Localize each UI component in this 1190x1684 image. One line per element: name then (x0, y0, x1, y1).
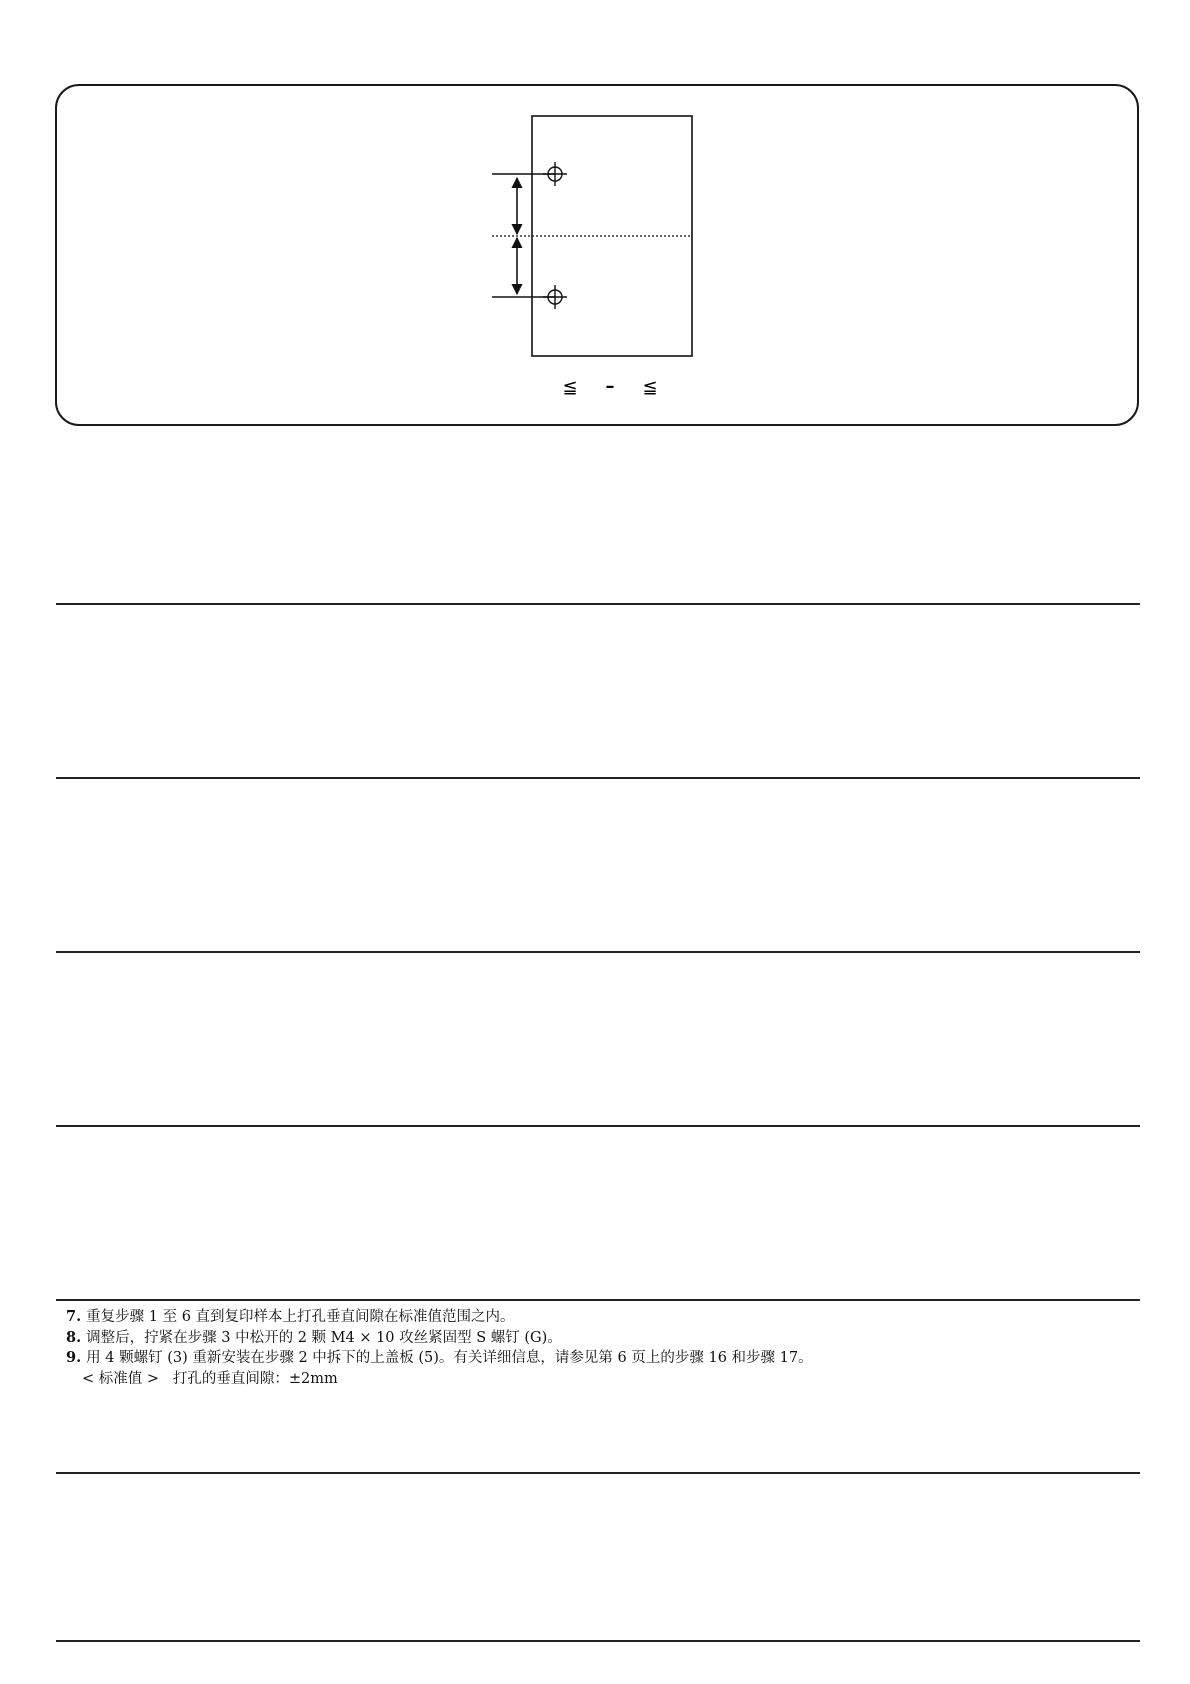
step-text: 用 4 颗螺钉 (3) 重新安装在步骤 2 中拆下的上盖板 (5)。有关详细信息，请参见第 6 页上的步骤 16 和步骤 17。 (86, 1350, 813, 1366)
section-divider (56, 1472, 1140, 1474)
punch-gap-diagram (0, 0, 1190, 440)
formula-symbol-minus: – (605, 376, 615, 397)
section-divider (56, 777, 1140, 779)
step-text: 调整后，拧紧在步骤 3 中松开的 2 颗 M4 × 10 攻丝紧固型 S 螺钉 (G)。 (86, 1329, 562, 1346)
standard-value-line (66, 1369, 1126, 1390)
upper-punch-hole-icon (543, 162, 567, 186)
section-divider (56, 951, 1140, 953)
step-9 (66, 1348, 1126, 1369)
standard-label: < 标准值 > (82, 1370, 160, 1387)
formula-symbol-le-1: ≦ (562, 377, 578, 398)
formula-symbol-le-2: ≦ (642, 377, 658, 398)
section-divider (56, 1125, 1140, 1127)
step-8 (66, 1328, 1126, 1349)
step-number: 9. (66, 1349, 82, 1366)
step-7 (66, 1307, 1126, 1328)
instruction-steps (66, 1307, 1126, 1389)
step-text: 重复步骤 1 至 6 直到复印样本上打孔垂直间隙在标准值范围之内。 (86, 1309, 515, 1325)
section-divider (56, 1640, 1140, 1642)
lower-punch-hole-icon (543, 285, 567, 309)
section-divider (56, 603, 1140, 605)
step-number: 7. (66, 1308, 82, 1325)
section-divider (56, 1299, 1140, 1301)
standard-spec: 打孔的垂直间隙：±2mm (172, 1370, 338, 1387)
step-number: 8. (66, 1328, 82, 1346)
